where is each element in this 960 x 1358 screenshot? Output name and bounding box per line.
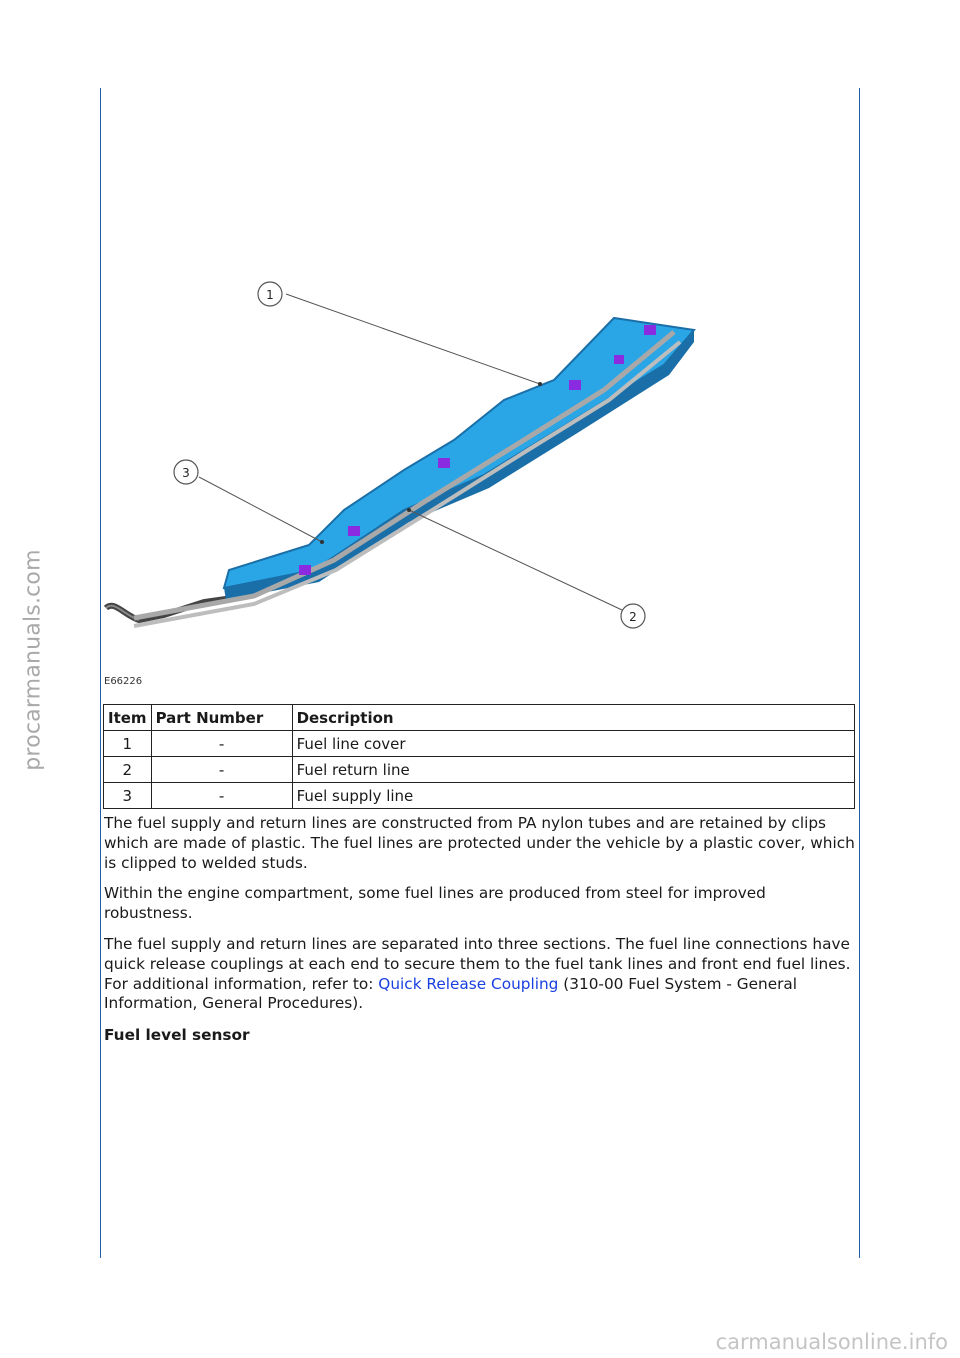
callout-3: 3 [182, 466, 190, 480]
clip [348, 526, 360, 536]
right-margin-rule [859, 88, 860, 1258]
body-text [104, 814, 858, 1046]
leader-dot [538, 382, 542, 386]
part-number-cell: - [151, 783, 292, 809]
item-cell: 2 [104, 757, 152, 783]
leader-dot [320, 540, 324, 544]
header-description: Description [292, 705, 854, 731]
clip [438, 458, 450, 468]
part-number-cell: - [151, 731, 292, 757]
paragraph-reference [104, 975, 858, 1015]
header-item: Item [104, 705, 152, 731]
clip [299, 565, 311, 575]
header-part-number: Part Number [151, 705, 292, 731]
item-cell: 1 [104, 731, 152, 757]
callout-2: 2 [629, 610, 637, 624]
table-header-row [104, 705, 855, 731]
table-row [104, 731, 855, 757]
paragraph-steel-lines: Within the engine compartment, some fuel lines are produced from steel for improved robustness. [104, 884, 766, 923]
leader-line [409, 510, 622, 610]
section-heading: Fuel level sensor [104, 1026, 250, 1045]
clip [644, 325, 656, 335]
leader-line [199, 477, 322, 542]
reference-prefix: For additional information, refer to: [104, 974, 379, 993]
parts-table [103, 704, 855, 809]
table-row [104, 757, 855, 783]
callout-1: 1 [266, 288, 274, 302]
reference-suffix: (310-00 Fuel System - General Information, General Procedures). [104, 974, 798, 1013]
quick-release-coupling-link[interactable]: Quick Release Coupling [378, 974, 559, 993]
figure-id-label: E66226 [104, 676, 143, 687]
table-row [104, 783, 855, 809]
description-cell: Fuel supply line [292, 783, 854, 809]
clip [614, 355, 624, 364]
item-cell: 3 [104, 783, 152, 809]
description-cell: Fuel return line [292, 757, 854, 783]
paragraph-sections: The fuel supply and return lines are separated into three sections. The fuel line connections have quick release couplings at each end to secure them to the fuel tank lines and front end fuel lines. [104, 934, 851, 973]
description-cell: Fuel line cover [292, 731, 854, 757]
leader-dot [407, 508, 411, 512]
left-margin-rule [100, 88, 101, 1258]
leader-line [286, 294, 540, 384]
side-watermark: procarmanuals.com [20, 549, 46, 771]
bottom-watermark: carmanualsonline.info [715, 1330, 948, 1354]
fuel-line-illustration [104, 270, 854, 690]
part-number-cell: - [151, 757, 292, 783]
clip [569, 380, 581, 390]
paragraph-construction: The fuel supply and return lines are constructed from PA nylon tubes and are retained by clips which are made of plastic. The fuel lines are protected under the vehicle by a plastic cover, which is clipped to welded studs. [104, 814, 855, 872]
